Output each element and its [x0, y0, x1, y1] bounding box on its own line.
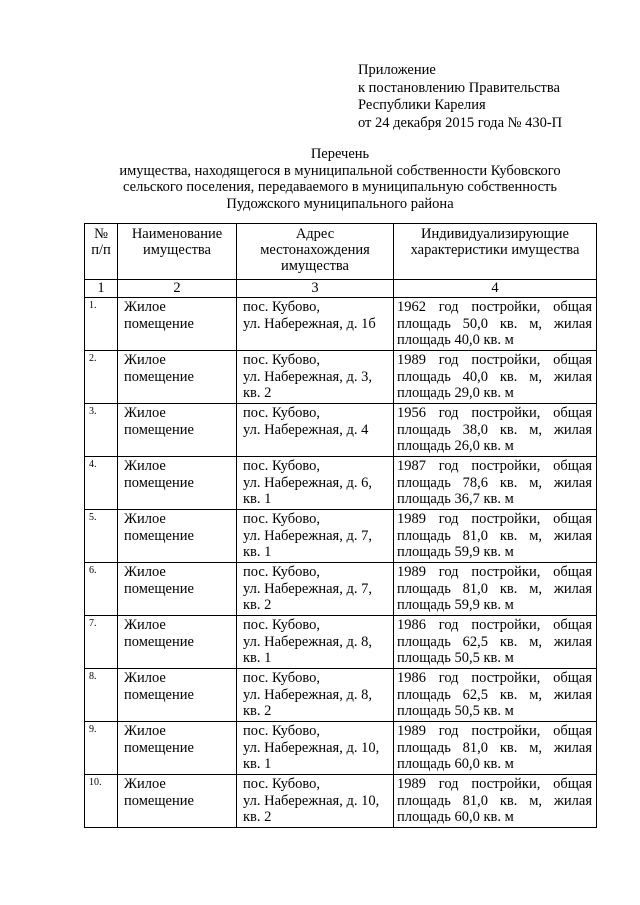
property-characteristics	[394, 457, 597, 510]
characteristics-line: площадь 60,0 кв. м	[397, 809, 514, 825]
table-row	[85, 722, 597, 775]
address-line: кв. 2	[243, 703, 272, 719]
characteristics-line: площадь 60,0 кв. м	[397, 756, 514, 772]
characteristics-line: площадь 62,5 кв. м, жилая	[397, 633, 592, 650]
address-line: пос. Кубово,	[243, 776, 320, 792]
property-table	[84, 223, 597, 828]
column-number: 1	[85, 280, 118, 298]
property-name-line: помещение	[124, 686, 194, 703]
property-name	[118, 457, 237, 510]
property-name-line: помещение	[124, 474, 194, 491]
characteristics-line: 1989 год постройки, общая	[397, 776, 592, 792]
table-row	[85, 510, 597, 563]
appendix-line: к постановлению Правительства	[358, 79, 560, 96]
property-name-line: Жилое	[124, 458, 166, 474]
characteristics-line: 1989 год постройки, общая	[397, 352, 592, 368]
characteristics-line: 1987 год постройки, общая	[397, 458, 592, 474]
address-line: кв. 1	[243, 756, 272, 772]
row-number: 6.	[85, 563, 118, 616]
property-address	[237, 669, 394, 722]
header-characteristics: Индивидуализирующие характеристики имущества	[394, 224, 597, 280]
characteristics-line: площадь 26,0 кв. м	[397, 438, 514, 454]
property-address	[237, 298, 394, 351]
characteristics-line: 1956 год постройки, общая	[397, 405, 592, 421]
address-line: пос. Кубово,	[243, 564, 320, 580]
address-line: ул. Набережная, д. 1б	[243, 315, 376, 332]
property-characteristics	[394, 563, 597, 616]
title-line: Перечень	[310, 146, 370, 162]
property-name-line: Жилое	[124, 670, 166, 686]
address-line: ул. Набережная, д. 7,	[243, 580, 372, 597]
address-line: пос. Кубово,	[243, 670, 320, 686]
header-number: № п/п	[85, 224, 118, 280]
table-row	[85, 563, 597, 616]
characteristics-line: 1989 год постройки, общая	[397, 564, 592, 580]
table-row	[85, 457, 597, 510]
property-characteristics	[394, 404, 597, 457]
property-name-line: помещение	[124, 739, 194, 756]
address-line: ул. Набережная, д. 7,	[243, 527, 372, 544]
document-title	[80, 146, 600, 212]
table-row	[85, 404, 597, 457]
table-row	[85, 298, 597, 351]
address-line: ул. Набережная, д. 8,	[243, 686, 372, 703]
row-number: 8.	[85, 669, 118, 722]
property-name	[118, 404, 237, 457]
property-name	[118, 616, 237, 669]
address-line: пос. Кубово,	[243, 405, 320, 421]
appendix-block	[358, 62, 562, 132]
property-characteristics	[394, 616, 597, 669]
address-line: ул. Набережная, д. 6,	[243, 474, 372, 491]
address-line: пос. Кубово,	[243, 458, 320, 474]
property-characteristics	[394, 775, 597, 828]
property-name-line: Жилое	[124, 617, 166, 633]
characteristics-line: 1962 год постройки, общая	[397, 299, 592, 315]
property-address	[237, 563, 394, 616]
characteristics-line: площадь 50,0 кв. м, жилая	[397, 315, 592, 332]
table-row	[85, 669, 597, 722]
property-name	[118, 510, 237, 563]
row-number: 3.	[85, 404, 118, 457]
address-line: ул. Набережная, д. 10,	[243, 739, 380, 756]
characteristics-line: площадь 81,0 кв. м, жилая	[397, 527, 592, 544]
address-line: кв. 2	[243, 597, 272, 613]
property-name-line: помещение	[124, 792, 194, 809]
table-row	[85, 351, 597, 404]
table-row	[85, 775, 597, 828]
property-name-line: Жилое	[124, 405, 166, 421]
appendix-line: Республики Карелия	[358, 97, 486, 113]
property-address	[237, 404, 394, 457]
property-address	[237, 510, 394, 563]
characteristics-line: 1986 год постройки, общая	[397, 670, 592, 686]
appendix-line: от 24 декабря 2015 года № 430-П	[358, 114, 563, 131]
property-name-line: помещение	[124, 421, 194, 438]
row-number: 7.	[85, 616, 118, 669]
property-name-line: Жилое	[124, 511, 166, 527]
table-row	[85, 616, 597, 669]
property-address	[237, 616, 394, 669]
characteristics-line: площадь 81,0 кв. м, жилая	[397, 580, 592, 597]
characteristics-line: 1989 год постройки, общая	[397, 511, 592, 527]
address-line: пос. Кубово,	[243, 617, 320, 633]
property-name	[118, 351, 237, 404]
row-number: 1.	[85, 298, 118, 351]
characteristics-line: 1989 год постройки, общая	[397, 723, 592, 739]
row-number: 9.	[85, 722, 118, 775]
characteristics-line: площадь 36,7 кв. м	[397, 491, 514, 507]
property-address	[237, 775, 394, 828]
column-numbers-row	[85, 280, 597, 298]
row-number: 5.	[85, 510, 118, 563]
title-line: имущества, находящегося в муниципальной собственности Кубовского	[119, 162, 561, 179]
column-number: 2	[118, 280, 237, 298]
property-address	[237, 351, 394, 404]
property-name-line: помещение	[124, 580, 194, 597]
table-body	[85, 298, 597, 828]
characteristics-line: площадь 40,0 кв. м, жилая	[397, 368, 592, 385]
characteristics-line: площадь 50,5 кв. м	[397, 650, 514, 666]
column-number: 4	[394, 280, 597, 298]
characteristics-line: площадь 62,5 кв. м, жилая	[397, 686, 592, 703]
address-line: пос. Кубово,	[243, 299, 320, 315]
column-number: 3	[237, 280, 394, 298]
row-number: 10.	[85, 775, 118, 828]
characteristics-line: площадь 50,5 кв. м	[397, 703, 514, 719]
property-name-line: Жилое	[124, 776, 166, 792]
address-line: ул. Набережная, д. 3,	[243, 368, 372, 385]
property-address	[237, 722, 394, 775]
property-name-line: помещение	[124, 527, 194, 544]
characteristics-line: площадь 38,0 кв. м, жилая	[397, 421, 592, 438]
title-line: Пудожского муниципального района	[226, 195, 454, 212]
table-header-row	[85, 224, 597, 280]
address-line: пос. Кубово,	[243, 723, 320, 739]
header-address: Адрес местонахождения имущества	[237, 224, 394, 280]
address-line: пос. Кубово,	[243, 511, 320, 527]
property-name-line: Жилое	[124, 723, 166, 739]
characteristics-line: площадь 40,0 кв. м	[397, 332, 514, 348]
property-characteristics	[394, 351, 597, 404]
property-name	[118, 298, 237, 351]
property-characteristics	[394, 722, 597, 775]
characteristics-line: площадь 59,9 кв. м	[397, 544, 514, 560]
address-line: пос. Кубово,	[243, 352, 320, 368]
appendix-line: Приложение	[358, 62, 436, 78]
characteristics-line: площадь 81,0 кв. м, жилая	[397, 792, 592, 809]
property-name-line: помещение	[124, 633, 194, 650]
title-line: сельского поселения, передаваемого в муниципальную собственность	[123, 179, 557, 195]
characteristics-line: площадь 78,6 кв. м, жилая	[397, 474, 592, 491]
property-characteristics	[394, 510, 597, 563]
property-characteristics	[394, 669, 597, 722]
property-name-line: помещение	[124, 368, 194, 385]
address-line: кв. 1	[243, 650, 272, 666]
property-name-line: Жилое	[124, 564, 166, 580]
property-name	[118, 722, 237, 775]
address-line: ул. Набережная, д. 10,	[243, 792, 380, 809]
characteristics-line: площадь 29,0 кв. м	[397, 385, 514, 401]
characteristics-line: 1986 год постройки, общая	[397, 617, 592, 633]
header-name: Наименование имущества	[118, 224, 237, 280]
address-line: кв. 1	[243, 491, 272, 507]
address-line: кв. 1	[243, 544, 272, 560]
property-name	[118, 669, 237, 722]
address-line: кв. 2	[243, 809, 272, 825]
address-line: ул. Набережная, д. 8,	[243, 633, 372, 650]
characteristics-line: площадь 81,0 кв. м, жилая	[397, 739, 592, 756]
property-address	[237, 457, 394, 510]
property-name-line: Жилое	[124, 299, 166, 315]
row-number: 2.	[85, 351, 118, 404]
characteristics-line: площадь 59,9 кв. м	[397, 597, 514, 613]
property-characteristics	[394, 298, 597, 351]
address-line: кв. 2	[243, 385, 272, 401]
row-number: 4.	[85, 457, 118, 510]
property-name-line: Жилое	[124, 352, 166, 368]
property-name	[118, 775, 237, 828]
property-name-line: помещение	[124, 315, 194, 332]
property-name	[118, 563, 237, 616]
address-line: ул. Набережная, д. 4	[243, 421, 369, 438]
